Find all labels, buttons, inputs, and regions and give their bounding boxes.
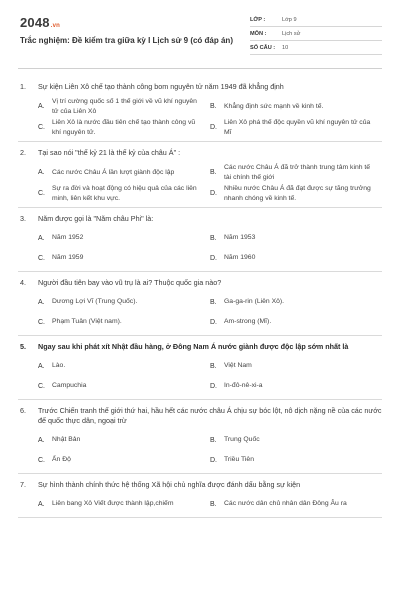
option-text: Khẳng định sức mạnh về kinh tế. [224,102,324,110]
question-text: Sự hình thành chính thức hệ thống Xã hội chủ nghĩa được đánh dấu bằng sự kiện [38,480,301,489]
option-letter: C. [38,318,45,326]
question-number: 2. [20,148,26,157]
answer-option[interactable] [210,293,382,311]
option-letter: D. [210,456,217,464]
option-letter: D. [210,254,217,262]
header-divider [18,68,382,69]
option-letter: A. [38,298,45,306]
option-text: Dương Lợi Vĩ (Trung Quốc). [52,298,138,306]
option-letter: B. [210,169,217,176]
option-letter: A. [38,103,45,110]
answer-option[interactable] [38,377,210,395]
option-text: Ấn Độ [52,456,71,464]
question-number: 1. [20,82,26,91]
question-text-row [18,406,382,431]
exam-title: Trắc nghiệm: Đề kiểm tra giữa kỳ I Lịch sử 9 (có đáp án) [20,36,233,45]
option-letter: B. [210,362,217,370]
answer-option[interactable] [210,97,382,116]
answer-option[interactable] [38,357,210,375]
option-text: Lào. [52,362,66,370]
answer-option[interactable] [38,163,210,182]
answer-option[interactable] [210,163,382,182]
answer-options [18,293,382,331]
answer-options [18,229,382,267]
answer-option[interactable] [210,229,382,247]
option-text: Vị trí cường quốc số 1 thế giới về vũ khí nguyên tử của Liên Xô [52,98,197,115]
option-letter: A. [38,362,45,370]
question-number: 4. [20,278,26,287]
meta-value: Lịch sử [282,30,301,37]
option-letter: C. [38,456,45,464]
question-number: 6. [20,406,26,415]
answer-option[interactable] [38,495,210,513]
option-text: Nhiều nước Châu Á đã đạt được sự tăng trưởng nhanh chóng về kinh tế. [224,185,371,202]
question-text-row [18,278,382,293]
option-letter: B. [210,234,217,242]
option-text: Các nước dân chủ nhân dân Đông Âu ra [224,500,347,508]
answer-options [18,495,382,513]
question-item [18,474,382,518]
option-letter: A. [38,234,45,242]
answer-option[interactable] [38,184,210,203]
option-letter: A. [38,169,45,176]
answer-option[interactable] [210,184,382,203]
answer-option[interactable] [210,249,382,267]
option-text: Năm 1953 [224,234,256,242]
option-text: Các nước Châu Á lần lượt giành độc lập [52,168,175,176]
meta-row-subject [250,27,382,41]
answer-options [18,97,382,137]
option-letter: D. [210,124,217,131]
option-text: Campuchia [52,382,87,390]
answer-options [18,431,382,469]
logo-text: 2048 [20,15,50,30]
option-letter: C. [38,124,45,131]
answer-option[interactable] [210,313,382,331]
option-text: Việt Nam [224,362,252,370]
option-letter: D. [210,318,217,326]
question-text: Tại sao nói "thế kỷ 21 là thế kỷ của châu Á" : [38,148,181,157]
exam-meta-table [250,13,382,55]
option-text: Năm 1960 [224,254,256,262]
option-letter: D. [210,382,217,390]
option-letter: B. [210,436,217,444]
answer-option[interactable] [38,451,210,469]
answer-option[interactable] [38,249,210,267]
option-letter: C. [38,190,45,197]
answer-option[interactable] [38,97,210,116]
option-letter: D. [210,190,217,197]
option-text: In-đô-nê-xi-a [224,382,263,390]
page-header [18,12,382,68]
option-letter: B. [210,298,217,306]
site-logo[interactable] [20,15,60,30]
question-number: 3. [20,214,26,223]
answer-option[interactable] [210,118,382,137]
answer-option[interactable] [210,377,382,395]
option-letter: C. [38,254,45,262]
question-text: Sự kiện Liên Xô chế tạo thành công bom nguyên tử năm 1949 đã khẳng định [38,82,284,91]
option-text: Ga-ga-rin (Liên Xô). [224,298,285,306]
question-text: Năm được gọi là "Năm châu Phi" là: [38,214,154,223]
meta-label: MÔN : [250,30,267,37]
answer-option[interactable] [38,118,210,137]
answer-option[interactable] [210,357,382,375]
question-text: Ngay sau khi phát xít Nhật đầu hàng, ở Đông Nam Á nước giành được độc lập sớm nhất là [38,342,349,351]
option-text: Năm 1959 [52,254,84,262]
question-item [18,272,382,336]
option-text: Sự ra đời và hoạt động có hiệu quả của các liên minh, liên kết khu vực. [52,185,197,202]
question-item [18,400,382,474]
answer-option[interactable] [210,431,382,449]
question-text: Người đầu tiên bay vào vũ trụ là ai? Thuộc quốc gia nào? [38,278,222,287]
answer-option[interactable] [38,293,210,311]
question-item [18,76,382,142]
option-text: Liên Xô là nước đầu tiên chế tạo thành công vũ khí nguyên tử. [52,119,196,136]
option-text: Triều Tiên [224,456,254,464]
question-text-row [18,82,382,97]
question-number: 7. [20,480,26,489]
option-letter: B. [210,103,217,110]
option-text: Liên Xô phá thế độc quyền vũ khí nguyên tử của Mĩ [224,119,371,136]
meta-value: Lớp 9 [282,16,297,23]
question-item [18,208,382,272]
option-text: Trung Quốc [224,436,260,444]
question-text: Trước Chiến tranh thế giới thứ hai, hầu hết các nước châu Á chịu sự bóc lột, nô dịch nặng nề của các nước đế quốc thực dân, ngoại trừ [38,406,382,425]
option-text: Liên bang Xô Viết được thành lập,chiếm [52,500,174,508]
answer-options [18,163,382,203]
option-letter: B. [210,500,217,508]
meta-value: 10 [282,44,289,51]
question-text-row [18,148,382,163]
question-text-row [18,480,382,495]
answer-option[interactable] [38,313,210,331]
question-item [18,142,382,208]
question-number: 5. [20,342,26,351]
answer-option[interactable] [210,495,382,513]
option-text: Nhật Bản [52,436,81,444]
logo-suffix: .vn [50,23,61,29]
answer-options [18,357,382,395]
meta-label: LỚP : [250,16,266,23]
meta-label: SỐ CÂU : [250,44,276,51]
question-item [18,336,382,400]
meta-row-count [250,41,382,55]
option-letter: C. [38,382,45,390]
question-list [18,76,382,518]
answer-option[interactable] [38,229,210,247]
answer-option[interactable] [210,451,382,469]
option-letter: A. [38,500,45,508]
option-letter: A. [38,436,45,444]
answer-option[interactable] [38,431,210,449]
question-text-row [18,214,382,229]
option-text: Am-strong (Mĩ). [224,318,272,326]
meta-row-class [250,13,382,27]
question-text-row [18,342,382,357]
option-text: Năm 1952 [52,234,84,242]
option-text: Các nước Châu Á đã trở thành trung tâm kinh tế tài chính thế giới [224,164,371,181]
option-text: Phạm Tuân (Việt nam). [52,318,122,326]
